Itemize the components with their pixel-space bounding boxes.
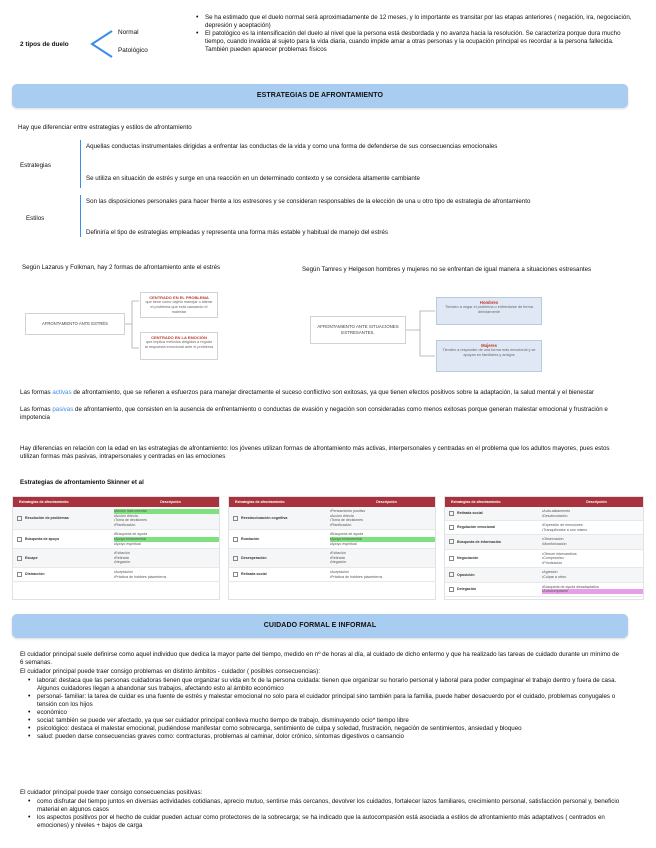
lazarus-problem-text: que tiene como objeto manejar o alterar el problema que está causando el malestar [145, 300, 213, 314]
table-header-col1: Estrategias de afrontamiento [451, 499, 501, 504]
table-cell-strategy: Búsqueda de apoyo [13, 532, 112, 546]
table-row [229, 507, 435, 530]
cuidado-pos-item: • los aspectos positivos por el hecho de cuidar pueden actuar como protectores de la sobrecarga; se ha indicado que la autocompasión está asociada a estilos de afrontamiento más adaptativos ( centrados en emociones) y niveles + bajos de carga [28, 814, 624, 830]
table-cell-strategy: Rumiación [229, 532, 328, 546]
description-item: • Apoyo instrumental [330, 537, 435, 542]
description-item: • Autocompasión [542, 589, 643, 594]
formas-edad: Hay diferencias en relación con la edad en las estrategias de afrontamiento: los jóvenes utilizan formas de afrontamiento más activas, interpersonales y centradas en el problema que los adultos mayores, pues estos utilizan formas más pasivas, intrapersonales y centradas en las emociones [20, 445, 610, 460]
description-item: • Acción directa [114, 514, 219, 519]
table-cell-description [540, 552, 643, 566]
table-row [229, 530, 435, 549]
table-cell-strategy: Oposición [445, 570, 540, 579]
estrategia-label: Estrategias [20, 162, 51, 169]
table-cell-description [328, 570, 435, 579]
lazarus-box: AFRONTAMIENTO ANTE ESTRÉS [25, 313, 125, 335]
estrategias-banner: ESTRATEGIAS DE AFRONTAMIENTO [12, 84, 628, 108]
table-header-col1: Estrategias de afrontamiento [235, 499, 285, 504]
table-header-col2: Descripción [586, 499, 607, 504]
description-item: • Práctica de hobbies placenteros [114, 575, 219, 580]
cuidado-neg-item: • psicológico: destaca el malestar emocional, pudiéndose manifestar como sobrecarga, sentimiento de culpa y soledad, frustración, negación de sentimientos, ansiedad y bloqueo [28, 725, 624, 733]
description-item: • Negación [114, 560, 219, 565]
table-row [445, 521, 643, 535]
table-header [229, 497, 435, 507]
description-item: • Priorización [542, 561, 643, 566]
table-row [13, 568, 219, 582]
tamres-box: AFRONTAMIENTO ANTE SITUACIONES ESTRESANTES. [310, 316, 406, 344]
description-item: • Negación [330, 560, 435, 565]
table-row [13, 530, 219, 549]
description-item: • Compromiso [542, 556, 643, 561]
description-item: • Acción directa [330, 514, 435, 519]
description-item: • Búsqueda de ayuda [330, 532, 435, 537]
description-item: • Observación [542, 537, 643, 542]
duelo-normal: Normal [118, 29, 139, 36]
description-item: • Ofrecer intercambios [542, 552, 643, 557]
description-item: • Toma de decisiones [114, 518, 219, 523]
description-item: • Culpar a otros [542, 575, 643, 580]
description-item: • Agresión [542, 570, 643, 575]
lazarus-emotion [140, 332, 218, 360]
cuidado-neg-item: • económico [28, 709, 624, 717]
table-row [445, 568, 643, 582]
table-cell-description [112, 509, 219, 527]
tamres-caption: Según Tamres y Helgeson hombres y mujeres no se enfrentan de igual manera a situaciones estresantes [302, 266, 592, 273]
table-cell-description [328, 532, 435, 546]
table-cell-description [112, 570, 219, 579]
estilo-label: Estilos [26, 215, 45, 222]
skinner-table-3 [444, 496, 644, 600]
description-item: • Expresión de emociones [542, 523, 643, 528]
lazarus-problem-title: CENTRADO EN EL PROBLEMA [149, 295, 209, 300]
duelo-bullet: • Se ha estimado que el duelo normal será aproximadamente de 12 meses, y lo importante es transitar por las etapas anteriores ( negación, ira, negociación, depresión y aceptación) [196, 14, 636, 30]
description-item: • Acción instrumental [114, 509, 219, 514]
cuidado-neg-item: • personal- familiar: la tarea de cuidar es una fuente de estrés y malestar emocional no solo para el cuidador principal sino también para la familia, puede haber desacuerdo por el cuidado, problemas conyugales o tensión con los hijos [28, 693, 624, 709]
table-cell-strategy: Distracción [13, 570, 112, 579]
skinner-title: Estrategias de afrontamiento Skinner et al [20, 479, 144, 486]
description-item: • Toma de decisiones [330, 518, 435, 523]
estrategia-item: Aquellas conductas instrumentales dirigidas a enfrentar las conductas de la vida y como una forma de defenderse de sus consecuencias emocionales [86, 143, 498, 150]
table-cell-strategy: Retirada social [229, 570, 328, 579]
tamres-hombres-text: Tienden a negar el problema o enfrentarse de forma directamente [445, 305, 533, 315]
table-row [445, 550, 643, 569]
table-row [13, 507, 219, 530]
tamres-hombres [436, 297, 542, 325]
description-item: • Planificación [330, 523, 435, 528]
tamres-mujeres-text: Tienden a responder de una forma más emocional y se apoyan en familiares y amigos [442, 348, 536, 358]
table-cell-description [328, 509, 435, 527]
table-cell-strategy: Reestructuración cognitiva [229, 509, 328, 527]
description-item: • Planificación [114, 523, 219, 528]
formas-activas: Las formas activas de afrontamiento, que se refieren a esfuerzos para manejar directamente el suceso conflictivo son exitosas, ya que tienen efectos positivos sobre la adaptación, la salud mental y el bienestar [20, 389, 595, 396]
description-item: • Retirada [114, 556, 219, 561]
skinner-table-1 [12, 496, 220, 600]
table-header-col2: Descripción [376, 499, 397, 504]
description-item: • Monitorización [542, 542, 643, 547]
description-item: • Apoyo espiritual [330, 542, 435, 547]
lazarus-problem [140, 292, 218, 318]
table-cell-strategy: Negociación [445, 552, 540, 566]
description-item: • Apoyo espiritual [114, 542, 219, 547]
table-cell-strategy: Delegación [445, 585, 540, 594]
table-row [229, 568, 435, 582]
estrategia-bracket [80, 140, 81, 188]
description-item: • Búsqueda de ayuda [114, 532, 219, 537]
table-cell-description [112, 532, 219, 546]
estilo-item: Son las disposiciones personales para hacer frente a los estresores y se consideran responsables de la elección de una u otro tipo de estrategia de afrontamiento [86, 198, 531, 205]
cuidado-p1: El cuidador principal suele definirse como aquel individuo que dedica la mayor parte del tiempo, medido en nº de horas al día, al cuidado de dicho enfermo y que ha realizado las tareas de cuidado durante un mínimo de 6 semanas. [20, 651, 620, 666]
duelo-patologico: Patológico [118, 47, 148, 54]
duelo-brace [88, 28, 114, 60]
estilo-bracket [80, 195, 81, 237]
description-item: • Aceptación [330, 570, 435, 575]
table-cell-description [540, 523, 643, 532]
cuidado-neg-item: • salud: pueden darse consecuencias graves como: contracturas, problemas al caminar, dolor crónico, síntomas digestivos o cansancio [28, 733, 624, 741]
description-item: • Búsqueda de ayuda desadaptativa [542, 585, 643, 590]
description-item: • Pensamiento positivo [330, 509, 435, 514]
cuidado-positivas [28, 798, 624, 830]
description-item: • Auto-aislamiento [542, 509, 643, 514]
formas-pasivas-key: pasivas [52, 406, 74, 413]
table-header [13, 497, 219, 507]
skinner-table-2 [228, 496, 436, 600]
description-item: • Aceptación [114, 570, 219, 575]
cuidado-neg-item: • laboral: destaca que las personas cuidadoras tienen que organizar su vida en fx de la persona cuidada: tienen que organizar su horario personal y laboral para poder compaginar el trabajo dentro y fuera de casa. Algunos cuidadores llegan a abandonar sus trabajos, afectando esto al ámbito económico [28, 677, 624, 693]
description-item: • Práctica de hobbies placenteros [330, 575, 435, 580]
table-header-col2: Descripción [160, 499, 181, 504]
table-cell-strategy: Escape [13, 551, 112, 565]
description-item: • Evitación [330, 551, 435, 556]
estrategias-intro: Hay que diferenciar entre estrategias y estilos de afrontamiento [18, 124, 192, 131]
lazarus-emotion-text: que implica métodos dirigidos a regular la respuesta emocional ante el problema [144, 340, 214, 349]
formas-activas-key: activas [52, 389, 72, 396]
table-cell-description [328, 551, 435, 565]
cuidado-neg-item: • social: también se puede ver afectado, ya que ser cuidador principal conlleva mucho tiempo de trabajo, disminuyendo ocio* tiempo libre [28, 717, 624, 725]
description-item: • Apoyo instrumental [114, 537, 219, 542]
estilo-item: Definiría el tipo de estrategias empleadas y representa una forma más estable y habitual de manejo del estrés [86, 229, 388, 236]
lazarus-connector [125, 296, 140, 354]
table-cell-description [540, 509, 643, 518]
description-item: • Evitación [114, 551, 219, 556]
lazarus-emotion-title: CENTRADO EN LA EMOCIÓN [151, 335, 207, 340]
table-header [445, 497, 643, 507]
description-item: • Desvinculación [542, 514, 643, 519]
table-cell-description [540, 570, 643, 579]
cuidado-p2: El cuidador principal puede traer consigo problemas en distinto ámbitos - cuidador ( posibles consecuencias): [20, 668, 320, 675]
table-cell-strategy: Retirada social [445, 509, 540, 518]
tamres-mujeres-title: Mujeres [481, 343, 497, 348]
table-row [445, 507, 643, 521]
table-cell-description [540, 537, 643, 546]
lazarus-caption: Según Lazarus y Folkman, hay 2 formas de afrontamiento ante el estrés [22, 264, 221, 271]
table-cell-strategy: Desesperación [229, 551, 328, 565]
table-cell-strategy: Regulación emocional [445, 523, 540, 532]
cuidado-pos-item: • como disfrutar del tiempo juntos en diversas actividades cotidianas, aprecio mutuo, sentirse más cercanos, devolver los cuidados, fortalecer lazos familiares, crecimiento personal, satisfacción personal y, beneficio material en algunos casos [28, 798, 624, 814]
table-row [13, 549, 219, 568]
table-row [445, 535, 643, 549]
description-item: • Retirada [330, 556, 435, 561]
table-cell-strategy: Resolución de problemas [13, 509, 112, 527]
tamres-connector [406, 306, 436, 366]
tamres-hombres-title: Hombres [479, 300, 499, 305]
tamres-mujeres [436, 340, 542, 372]
cuidado-p3: El cuidador principal puede traer consigo consecuencias positivas: [20, 789, 203, 796]
estrategia-item: Se utiliza en situación de estrés y surge en una reacción en un determinado contexto y se considera altamente cambiante [86, 175, 420, 182]
description-item: • Tranquilizarse a uno mismo [542, 528, 643, 533]
duelo-label: 2 tipos de duelo [20, 41, 69, 48]
table-cell-strategy: Búsqueda de información [445, 537, 540, 546]
table-row [445, 583, 643, 597]
cuidado-banner: CUIDADO FORMAL E INFORMAL [12, 614, 628, 638]
duelo-bullet: • El patológico es la intensificación del duelo al nivel que la persona está desbordada y no avanza hacia la resolución. Se caracteriza porque dura mucho tiempo, cuando invalida al sujeto para la vida diaria, cuando impide amar a otras personas y la ocupación principal es recordar a la persona fallecida. También pueden aparecer problemas físicos [196, 30, 636, 54]
table-cell-description [112, 551, 219, 565]
formas-pasivas: Las formas pasivas de afrontamiento, que consisten en la ausencia de enfrentamiento o conductas de evasión y negación son consideradas como menos exitosas porque generan malestar emocional y frustración e impotencia [20, 406, 608, 421]
duelo-bullets [196, 14, 636, 54]
table-header-col1: Estrategias de afrontamiento [19, 499, 69, 504]
table-row [229, 549, 435, 568]
table-cell-description [540, 585, 643, 594]
cuidado-negativas [28, 677, 624, 741]
